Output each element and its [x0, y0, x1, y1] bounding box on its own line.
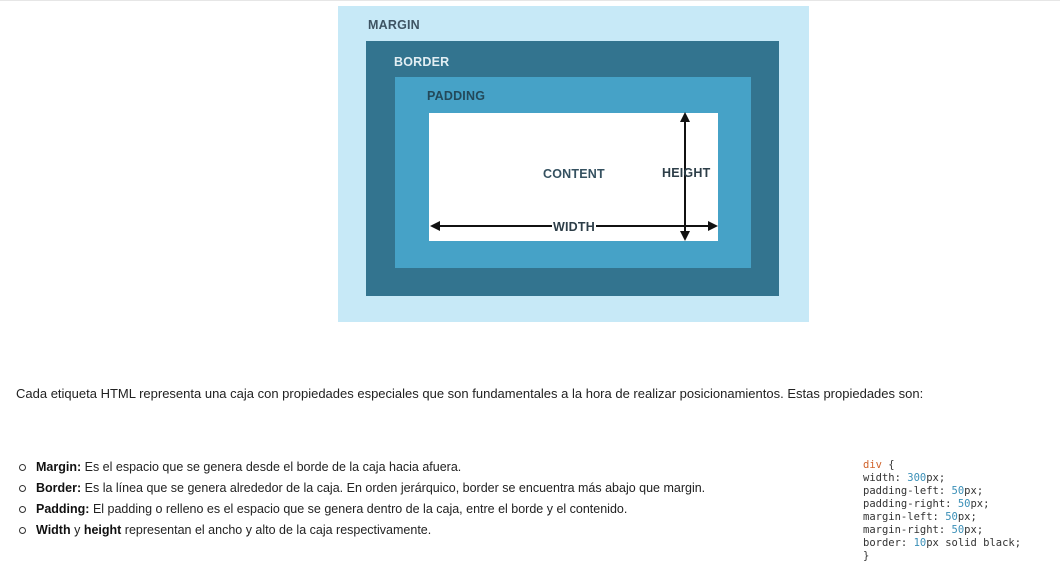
padding-label: PADDING	[427, 89, 486, 103]
bullet-icon	[19, 506, 26, 513]
margin-label: MARGIN	[368, 18, 420, 32]
term-border: Border:	[36, 481, 82, 495]
width-label: WIDTH	[553, 220, 595, 234]
height-label: HEIGHT	[662, 166, 711, 180]
code-line: margin-left: 50px;	[863, 511, 977, 523]
term-padding: Padding:	[36, 502, 90, 516]
border-label: BORDER	[394, 55, 450, 69]
list-item-width-height	[18, 520, 705, 541]
code-line: padding-right: 50px;	[863, 498, 990, 510]
code-close-brace: }	[863, 550, 870, 562]
term-margin: Margin:	[36, 460, 82, 474]
code-selector: div	[863, 459, 882, 471]
term-height: height	[83, 523, 122, 537]
intro-paragraph: Cada etiqueta HTML representa una caja con propiedades especiales que son fundamentales a la hora de realizar posicionamientos. Estas propiedades son:	[16, 386, 924, 401]
code-line: padding-left: 50px;	[863, 485, 984, 497]
connector-text: y	[70, 523, 84, 537]
desc-width-height: representan el ancho y alto de la caja respectivamente.	[121, 523, 432, 537]
code-line: margin-right: 50px;	[863, 524, 984, 536]
code-line: border: 10px solid black;	[863, 537, 1022, 549]
properties-list	[18, 457, 705, 541]
content-label: CONTENT	[543, 167, 605, 181]
desc-margin: Es el espacio que se genera desde el borde de la caja hacia afuera.	[81, 460, 462, 474]
bullet-icon	[19, 485, 26, 492]
desc-border: Es la línea que se genera alrededor de la caja. En orden jerárquico, border se encuentra más abajo que margin.	[81, 481, 706, 495]
top-divider	[0, 0, 1060, 1]
list-item-margin	[18, 457, 705, 478]
bullet-icon	[19, 464, 26, 471]
list-item-padding	[18, 499, 705, 520]
bullet-icon	[19, 527, 26, 534]
code-line: width: 300px;	[863, 472, 946, 484]
code-open-brace: {	[881, 459, 895, 471]
list-item-border	[18, 478, 705, 499]
desc-padding: El padding o relleno es el espacio que se genera dentro de la caja, entre el borde y el contenido.	[89, 502, 628, 516]
term-width: Width	[36, 523, 71, 537]
css-code-snippet	[863, 459, 1021, 563]
